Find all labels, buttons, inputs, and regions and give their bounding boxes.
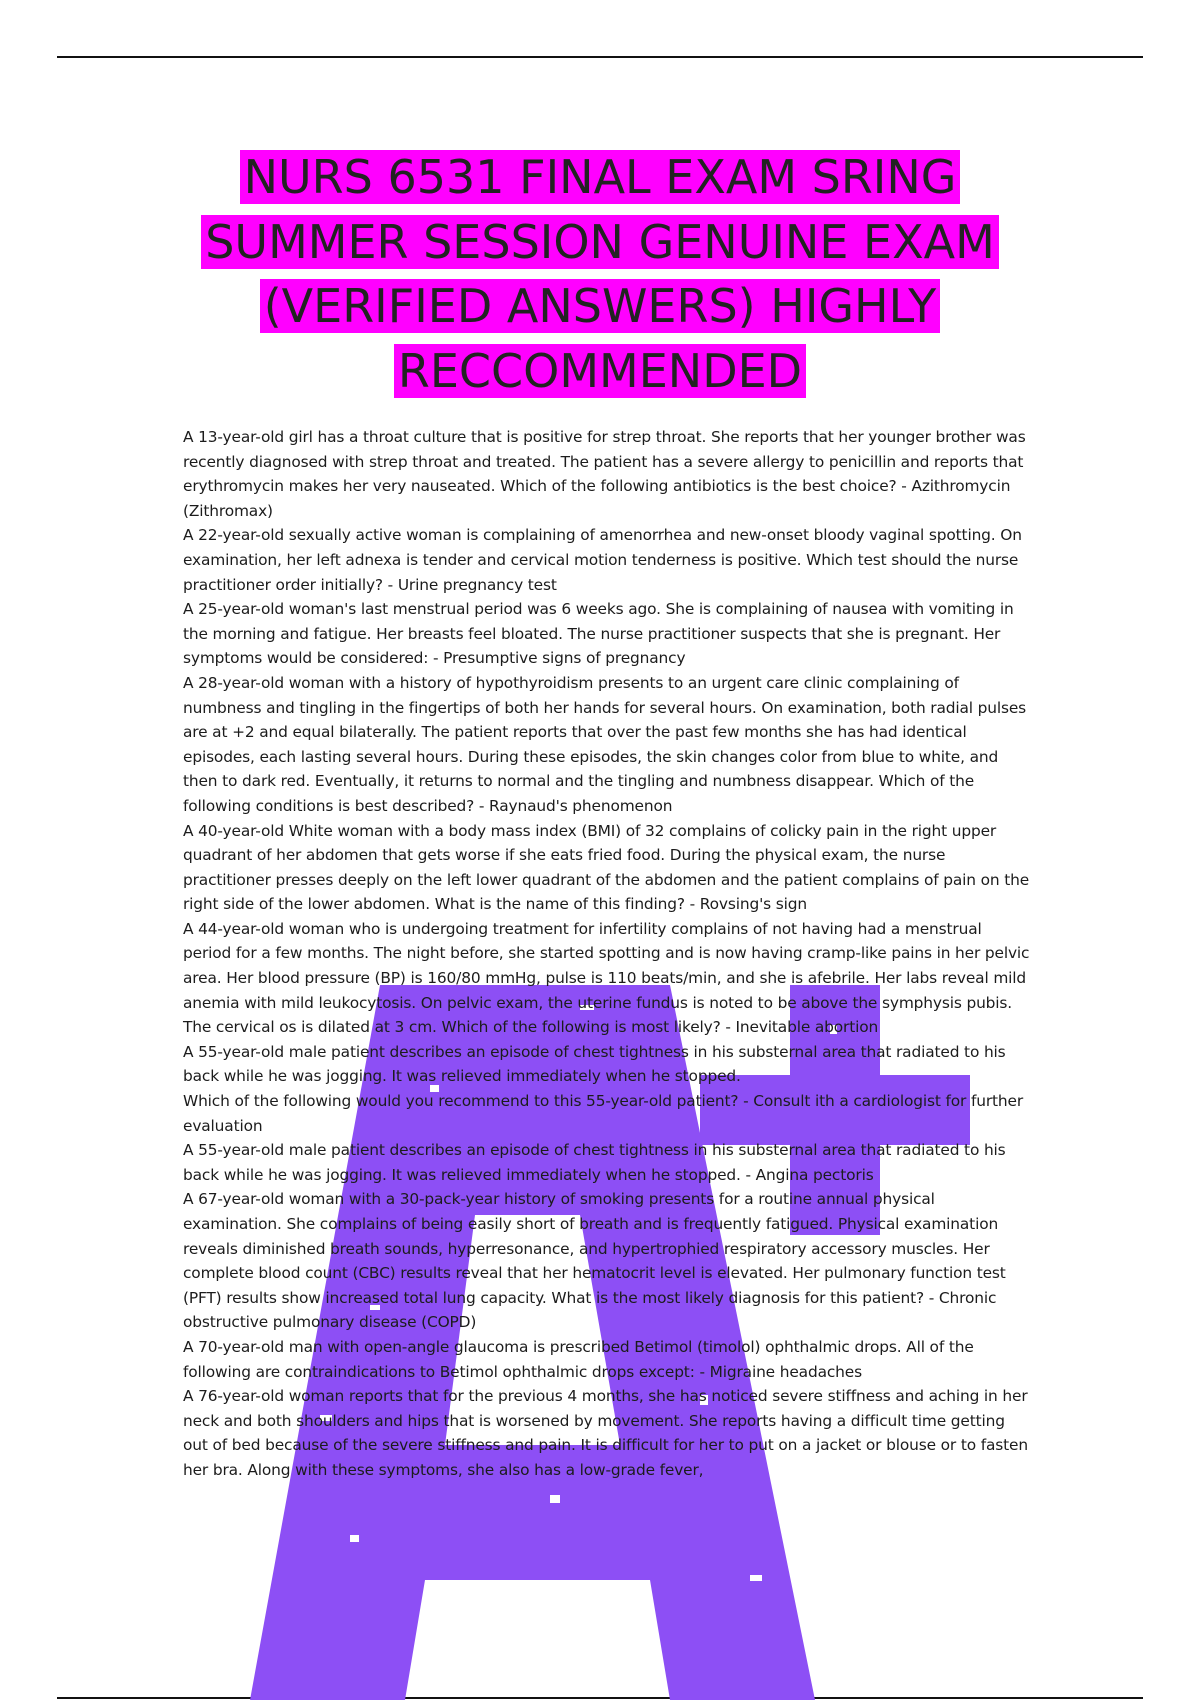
qa-entry: A 67-year-old woman with a 30-pack-year history of smoking presents for a routine annual physical examination. She complains of being easily short of breath and is frequently fatigued. Physical examination reveals diminished breath sounds, hyperresonance, and hypertrophied respiratory accessory muscles. Her complete blood count (CBC) results reveal that her hematocrit level is elevated. Her pulmonary function test (PFT) results show increased total lung capacity. What is the most likely diagnosis for this patient? - Chronic obstructive pulmonary disease (COPD) [183,1190,1006,1332]
document-title [140,145,1060,403]
qa-entry: A 76-year-old woman reports that for the previous 4 months, she has noticed severe stiffness and aching in her neck and both shoulders and hips that is worsened by movement. She reports having a difficult time getting out of bed because of the severe stiffness and pain. It is difficult for her to put on a jacket or blouse or to fasten her bra. Along with these symptoms, she also has a low-grade fever, [183,1387,1028,1479]
qa-entry: A 40-year-old White woman with a body mass index (BMI) of 32 complains of colicky pain in the right upper quadrant of her abdomen that gets worse if she eats fried food. During the physical exam, the nurse practitioner presses deeply on the left lower quadrant of the abdomen and the patient complains of pain on the right side of the lower abdomen. What is the name of this finding? - Rovsing's sign [183,821,1030,914]
qa-entry: A 25-year-old woman's last menstrual period was 6 weeks ago. She is complaining of nausea with vomiting in the morning and fatigue. Her breasts feel bloated. The nurse practitioner suspects that she is pregnant. Her symptoms would be considered: - Presumptive signs of pregnancy [183,600,1014,668]
qa-entry: A 44-year-old woman who is undergoing treatment for infertility complains of not having had a menstrual period for a few months. The night before, she started spotting and is now having cramp-like pains in her pelvic area. Her blood pressure (BP) is 160/80 mmHg, pulse is 110 beats/min, and she is afebrile. Her labs reveal mild anemia with mild leukocytosis. On pelvic exam, the uterine fundus is noted to be above the symphysis pubis. The cervical os is dilated at 3 cm. Which of the following is most likely? - Inevitable abortion [183,919,1030,1037]
qa-entry: A 55-year-old male patient describes an episode of chest tightness in his substernal area that radiated to his back while he was jogging. It was relieved immediately when he stopped. - Angina pectoris [183,1141,1006,1184]
qa-entry: A 22-year-old sexually active woman is complaining of amenorrhea and new-onset bloody vaginal spotting. On examination, her left adnexa is tender and cervical motion tenderness is positive. Which test should the nurse practitioner order initially? - Urine pregnancy test [183,526,1022,594]
top-rule [57,56,1143,58]
title-highlight: NURS 6531 FINAL EXAM SRING SUMMER SESSION GENUINE EXAM (VERIFIED ANSWERS) HIGHLY RECCOMMENDED [201,150,999,398]
qa-entry: A 28-year-old woman with a history of hypothyroidism presents to an urgent care clinic complaining of numbness and tingling in the fingertips of both her hands for several hours. On examination, both radial pulses are at +2 and equal bilaterally. The patient reports that over the past few months she has had identical episodes, each lasting several hours. During these episodes, the skin changes color from blue to white, and then to dark red. Eventually, it returns to normal and the tingling and numbness disappear. Which of the following conditions is best described? - Raynaud's phenomenon [183,673,1027,815]
qa-entry: A 13-year-old girl has a throat culture that is positive for strep throat. She reports that her younger brother was recently diagnosed with strep throat and treated. The patient has a severe allergy to penicillin and reports that erythromycin makes her very nauseated. Which of the following antibiotics is the best choice? - Azithromycin (Zithromax) [183,428,1026,520]
qa-entry: A 55-year-old male patient describes an episode of chest tightness in his substernal area that radiated to his back while he was jogging. It was relieved immediately when he stopped. [183,1042,1006,1086]
qa-entry: A 70-year-old man with open-angle glaucoma is prescribed Betimol (timolol) ophthalmic drops. All of the following are contraindications to Betimol ophthalmic drops except: - Migraine headaches [183,1337,974,1381]
qa-entry: Which of the following would you recommend to this 55-year-old patient? - Consult ith a cardiologist for further evaluation [183,1092,1024,1135]
question-answer-list [183,425,1033,1483]
